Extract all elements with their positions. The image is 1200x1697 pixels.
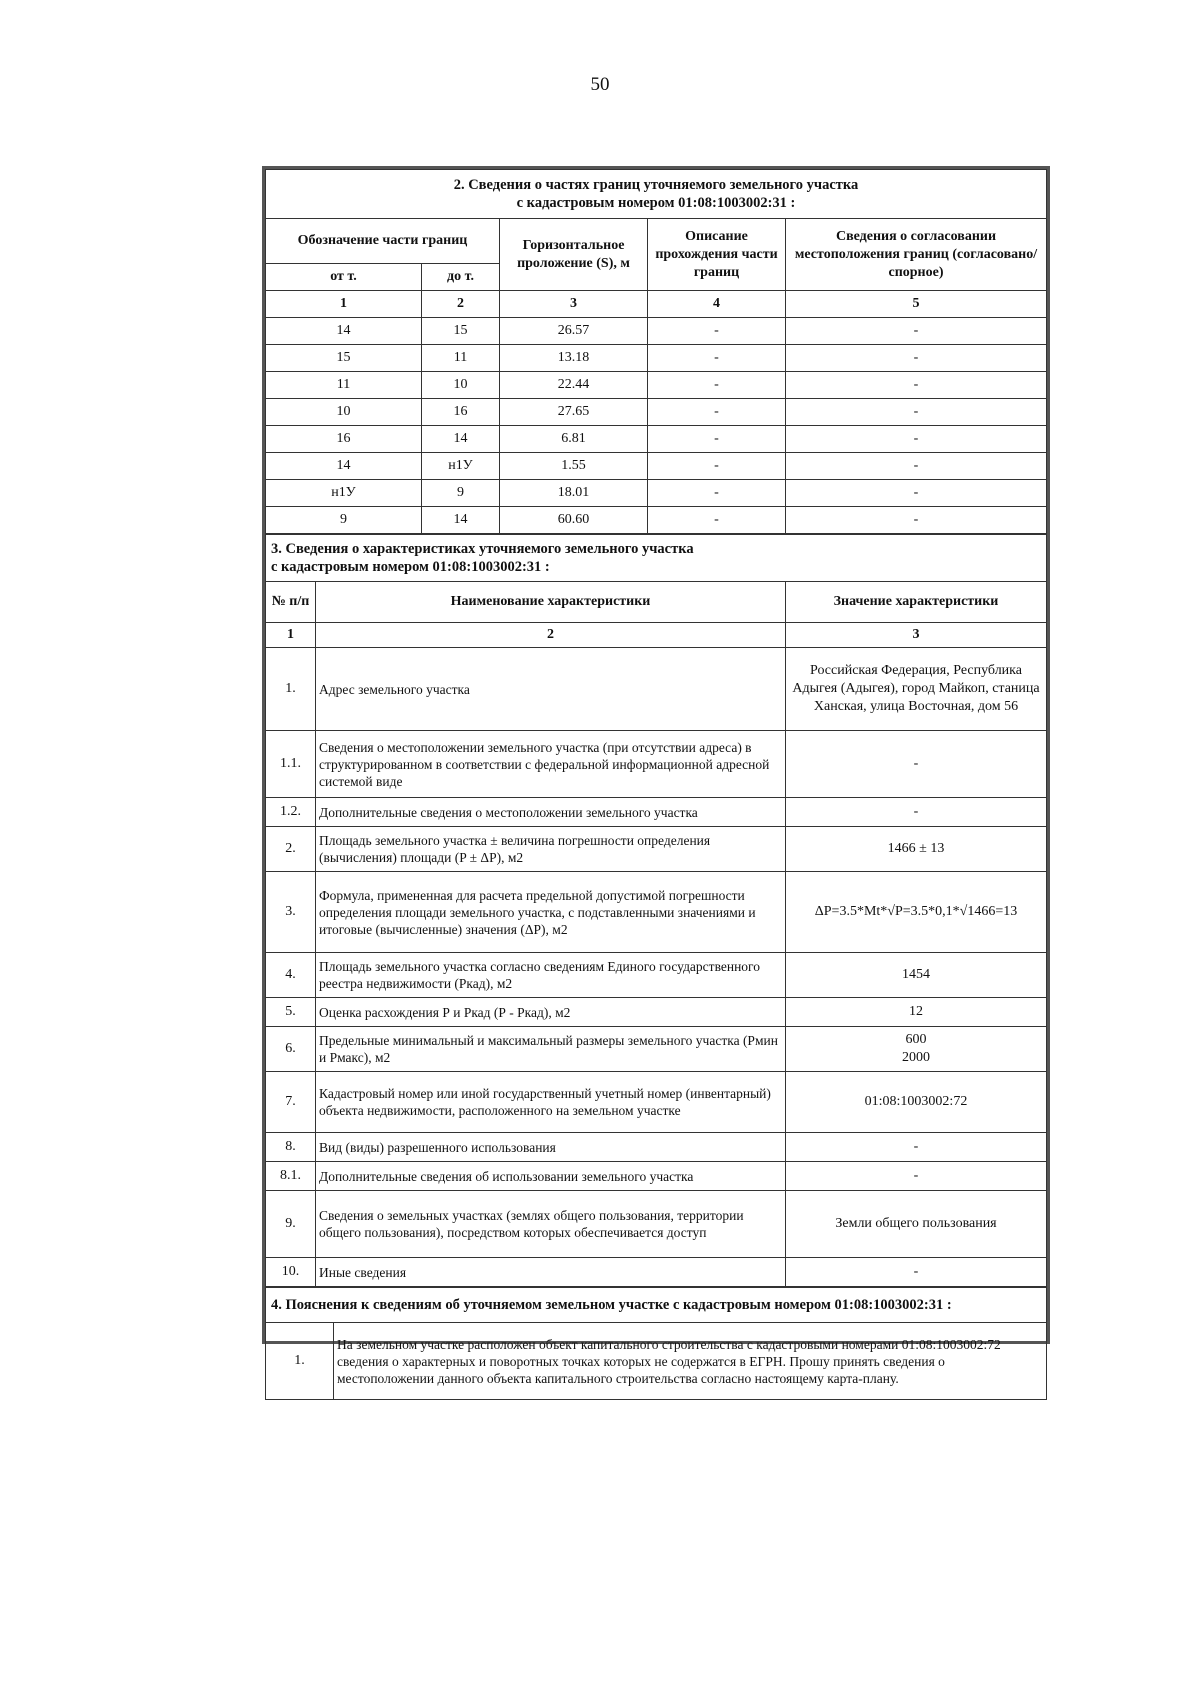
table-cell: - — [648, 480, 786, 507]
value-line: 600 — [905, 1032, 927, 1047]
boundary-part-row — [266, 345, 1047, 372]
boundary-part-row — [266, 426, 1047, 453]
characteristic-row — [266, 827, 1047, 872]
characteristic-name: Оценка расхождения Р и Ркад (Р - Ркад), м2 — [316, 998, 786, 1027]
characteristic-name: Вид (виды) разрешенного использования — [316, 1133, 786, 1162]
characteristic-name: Дополнительные сведения об использовании земельного участка — [316, 1162, 786, 1191]
table-cell: 16 — [266, 426, 422, 453]
boundary-part-row — [266, 507, 1047, 534]
table-cell: - — [786, 399, 1047, 426]
row-number: 1.2. — [266, 798, 316, 827]
table-cell: 14 — [422, 507, 500, 534]
row-number: 1.1. — [266, 731, 316, 798]
table-cell: 22.44 — [500, 372, 648, 399]
characteristic-name: Иные сведения — [316, 1258, 786, 1287]
table-cell: - — [648, 399, 786, 426]
col-number: 1 — [266, 623, 316, 648]
row-number: 2. — [266, 827, 316, 872]
table-cell: 13.18 — [500, 345, 648, 372]
table-cell: - — [648, 426, 786, 453]
row-number: 4. — [266, 953, 316, 998]
section2-title — [266, 170, 1047, 219]
col-number: 1 — [266, 291, 422, 318]
table-cell: 14 — [422, 426, 500, 453]
characteristic-name: Сведения о местоположении земельного участка (при отсутствии адреса) в структурированном в соответствии с федеральной информационной адресной системой виде — [316, 731, 786, 798]
characteristic-value: 1466 ± 13 — [786, 827, 1047, 872]
value-header: Значение характеристики — [786, 582, 1047, 623]
name-header: Наименование характеристики — [316, 582, 786, 623]
characteristic-value: 01:08:1003002:72 — [786, 1072, 1047, 1133]
page-number: 50 — [590, 74, 610, 95]
table-cell: - — [786, 507, 1047, 534]
table-cell: 9 — [422, 480, 500, 507]
row-number: 5. — [266, 998, 316, 1027]
table-cell: - — [786, 345, 1047, 372]
characteristic-row — [266, 648, 1047, 731]
characteristic-value: 12 — [786, 998, 1047, 1027]
section2-table — [265, 169, 1047, 534]
characteristic-row — [266, 1258, 1047, 1287]
col-number: 4 — [648, 291, 786, 318]
explanation-row — [266, 1323, 1047, 1400]
characteristic-row — [266, 1027, 1047, 1072]
column-numbers-row — [266, 291, 1047, 318]
table-cell: 14 — [266, 453, 422, 480]
table-cell: 11 — [422, 345, 500, 372]
section3-title-line1: 3. Сведения о характеристиках уточняемого земельного участка — [271, 541, 694, 557]
characteristic-value — [786, 1027, 1047, 1072]
section3-title-line2: с кадастровым номером 01:08:1003002:31 : — [271, 559, 550, 575]
characteristic-value: Российская Федерация, Республика Адыгея (Адыгея), город Майкоп, станица Ханская, улица Восточная, дом 56 — [786, 648, 1047, 731]
table-cell: 9 — [266, 507, 422, 534]
table-cell: - — [786, 372, 1047, 399]
characteristic-row — [266, 872, 1047, 953]
row-number: 9. — [266, 1191, 316, 1258]
row-number: 8.1. — [266, 1162, 316, 1191]
from-header: от т. — [266, 264, 422, 291]
col-number: 2 — [316, 623, 786, 648]
characteristic-row — [266, 1133, 1047, 1162]
table-cell: 26.57 — [500, 318, 648, 345]
table-cell: 6.81 — [500, 426, 648, 453]
table-cell: 27.65 — [500, 399, 648, 426]
characteristic-name: Кадастровый номер или иной государственный учетный номер (инвентарный) объекта недвижимости, расположенного на земельном участке — [316, 1072, 786, 1133]
characteristic-row — [266, 1162, 1047, 1191]
col-number: 3 — [786, 623, 1047, 648]
col-number: 5 — [786, 291, 1047, 318]
value-line: 2000 — [902, 1050, 930, 1065]
boundary-part-row — [266, 399, 1047, 426]
table-cell: 60.60 — [500, 507, 648, 534]
row-number: 7. — [266, 1072, 316, 1133]
table-cell: - — [648, 318, 786, 345]
section2-title-line1: 2. Сведения о частях границ уточняемого земельного участка — [453, 177, 859, 193]
characteristic-value: - — [786, 798, 1047, 827]
horizontal-header: Горизонтальное проложение (S), м — [500, 219, 648, 291]
characteristic-name: Сведения о земельных участках (землях общего пользования, территории общего пользования), посредством которых обеспечивается доступ — [316, 1191, 786, 1258]
table-cell: 15 — [422, 318, 500, 345]
characteristic-name: Площадь земельного участка ± величина погрешности определения (вычисления) площади (P ± ΔP), м2 — [316, 827, 786, 872]
boundary-part-row — [266, 372, 1047, 399]
table-cell: - — [786, 453, 1047, 480]
boundary-part-row — [266, 453, 1047, 480]
characteristic-row — [266, 798, 1047, 827]
table-cell: 10 — [266, 399, 422, 426]
characteristic-name: Формула, примененная для расчета предельной допустимой погрешности определения площади земельного участка, с подставленными значениями и итоговые (вычисленные) значения (ΔP), м2 — [316, 872, 786, 953]
section4-title: 4. Пояснения к сведениям об уточняемом земельном участке с кадастровым номером 01:08:1003002:31 : — [266, 1288, 1047, 1323]
characteristic-value: ΔP=3.5*Mt*√P=3.5*0,1*√1466=13 — [786, 872, 1047, 953]
table-cell: н1У — [266, 480, 422, 507]
row-number: 8. — [266, 1133, 316, 1162]
table-cell: 18.01 — [500, 480, 648, 507]
description-header: Описание прохождения части границ — [648, 219, 786, 291]
col-number: 2 — [422, 291, 500, 318]
characteristic-row — [266, 998, 1047, 1027]
characteristic-name: Предельные минимальный и максимальный размеры земельного участка (Pмин и Рмакс), м2 — [316, 1027, 786, 1072]
table-cell: 14 — [266, 318, 422, 345]
row-number: 1. — [266, 648, 316, 731]
section3-column-numbers — [266, 623, 1047, 648]
boundary-part-row — [266, 318, 1047, 345]
document-frame — [262, 166, 1050, 1386]
characteristic-row — [266, 731, 1047, 798]
characteristic-row — [266, 953, 1047, 998]
agreement-header: Сведения о согласовании местоположения границ (согласовано/спорное) — [786, 219, 1047, 291]
characteristic-name: Площадь земельного участка согласно сведениям Единого государственного реестра недвижимости (Ркад), м2 — [316, 953, 786, 998]
table-cell: н1У — [422, 453, 500, 480]
characteristic-row — [266, 1191, 1047, 1258]
table-cell: - — [786, 426, 1047, 453]
part-designation-header: Обозначение части границ — [266, 219, 500, 264]
row-number: 10. — [266, 1258, 316, 1287]
table-cell: 16 — [422, 399, 500, 426]
characteristic-value: - — [786, 731, 1047, 798]
table-cell: - — [786, 318, 1047, 345]
table-cell: - — [648, 372, 786, 399]
row-number: 3. — [266, 872, 316, 953]
section4-table — [265, 1287, 1047, 1400]
table-cell: - — [786, 480, 1047, 507]
table-cell: 15 — [266, 345, 422, 372]
table-cell: 1.55 — [500, 453, 648, 480]
characteristic-value: - — [786, 1258, 1047, 1287]
characteristic-value: - — [786, 1162, 1047, 1191]
table-cell: 10 — [422, 372, 500, 399]
table-cell: 11 — [266, 372, 422, 399]
section3-table — [265, 534, 1047, 1287]
characteristic-value: - — [786, 1133, 1047, 1162]
characteristic-row — [266, 1072, 1047, 1133]
boundary-part-row — [266, 480, 1047, 507]
section2-title-line2: с кадастровым номером 01:08:1003002:31 : — [516, 195, 796, 211]
table-cell: - — [648, 453, 786, 480]
characteristic-name: Дополнительные сведения о местоположении земельного участка — [316, 798, 786, 827]
to-header: до т. — [422, 264, 500, 291]
table-cell: - — [648, 507, 786, 534]
col-number: 3 — [500, 291, 648, 318]
num-header: № п/п — [266, 582, 316, 623]
row-number: 6. — [266, 1027, 316, 1072]
characteristic-value: 1454 — [786, 953, 1047, 998]
explanation-text: На земельном участке расположен объект капитального строительства с кадастровыми номерами 01:08:1003002:72 сведения о характерных и поворотных точках которых не содержатся в ЕГРН. Прошу принять сведения о местоположении данного объекта капитального строительства согласно настоящему карта-плану. — [334, 1323, 1047, 1400]
characteristic-value: Земли общего пользования — [786, 1191, 1047, 1258]
table-cell: - — [648, 345, 786, 372]
characteristic-name: Адрес земельного участка — [316, 648, 786, 731]
row-number: 1. — [266, 1323, 334, 1400]
section3-title — [266, 535, 1047, 582]
